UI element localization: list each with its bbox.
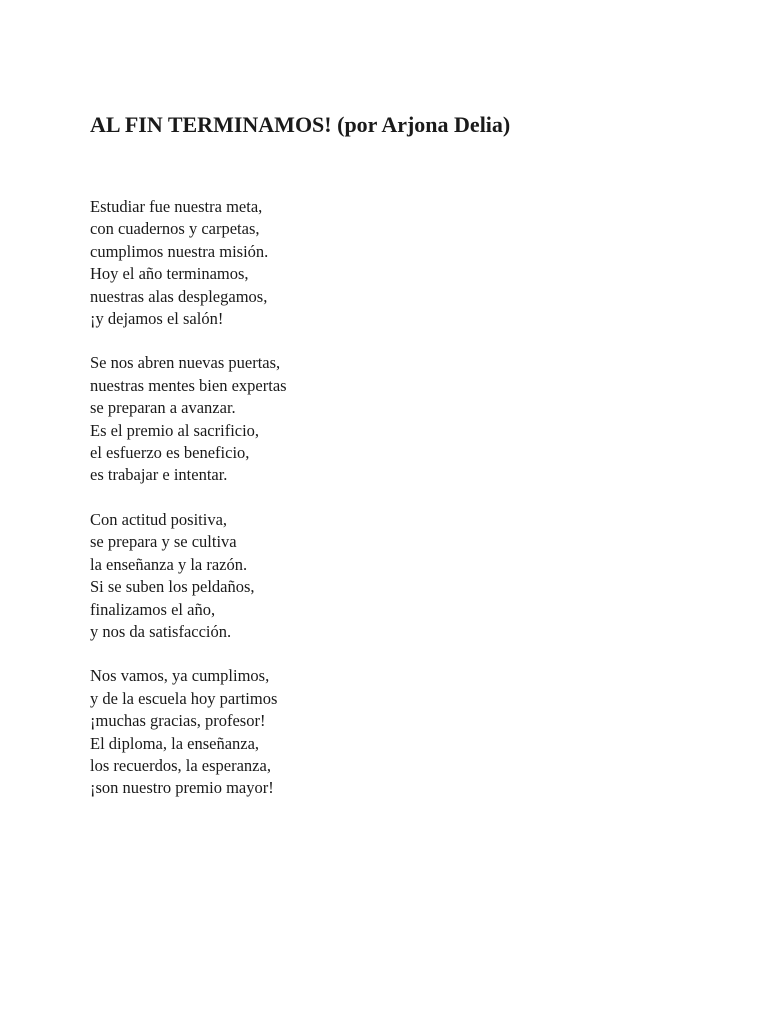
poem-line: Se nos abren nuevas puertas, bbox=[90, 353, 281, 373]
poem-line: El diploma, la enseñanza, bbox=[90, 733, 260, 753]
poem-line: finalizamos el año, bbox=[90, 599, 216, 619]
stanza-3 bbox=[90, 509, 690, 643]
poem-line: ¡son nuestro premio mayor! bbox=[90, 778, 274, 798]
poem-line: y de la escuela hoy partimos bbox=[90, 688, 278, 708]
poem-line: Hoy el año terminamos, bbox=[90, 264, 249, 284]
poem-line: cumplimos nuestra misión. bbox=[90, 241, 269, 261]
poem-line: Es el premio al sacrificio, bbox=[90, 420, 260, 440]
poem-line: se preparan a avanzar. bbox=[90, 398, 236, 418]
poem-line: Si se suben los peldaños, bbox=[90, 577, 255, 597]
poem-line: nuestras alas desplegamos, bbox=[90, 286, 268, 306]
poem-line: Nos vamos, ya cumplimos, bbox=[90, 666, 270, 686]
poem-line: con cuadernos y carpetas, bbox=[90, 219, 260, 239]
poem-line: los recuerdos, la esperanza, bbox=[90, 755, 271, 775]
poem-line: ¡muchas gracias, profesor! bbox=[90, 711, 266, 731]
poem-line: ¡y dejamos el salón! bbox=[90, 309, 224, 329]
poem-line: Estudiar fue nuestra meta, bbox=[90, 197, 263, 216]
stanza-2 bbox=[90, 352, 690, 486]
poem-line: y nos da satisfacción. bbox=[90, 621, 232, 641]
poem-line: Con actitud positiva, bbox=[90, 509, 228, 529]
stanza-4 bbox=[90, 665, 690, 799]
stanza-1 bbox=[90, 196, 690, 330]
poem-line: nuestras mentes bien expertas bbox=[90, 375, 287, 395]
poem-line: la enseñanza y la razón. bbox=[90, 554, 248, 574]
poem-title: AL FIN TERMINAMOS! (por Arjona Delia) bbox=[90, 112, 511, 137]
poem-body bbox=[90, 196, 690, 822]
poem-line: el esfuerzo es beneficio, bbox=[90, 443, 250, 463]
poem-line: es trabajar e intentar. bbox=[90, 465, 228, 485]
poem-line: se prepara y se cultiva bbox=[90, 532, 237, 552]
